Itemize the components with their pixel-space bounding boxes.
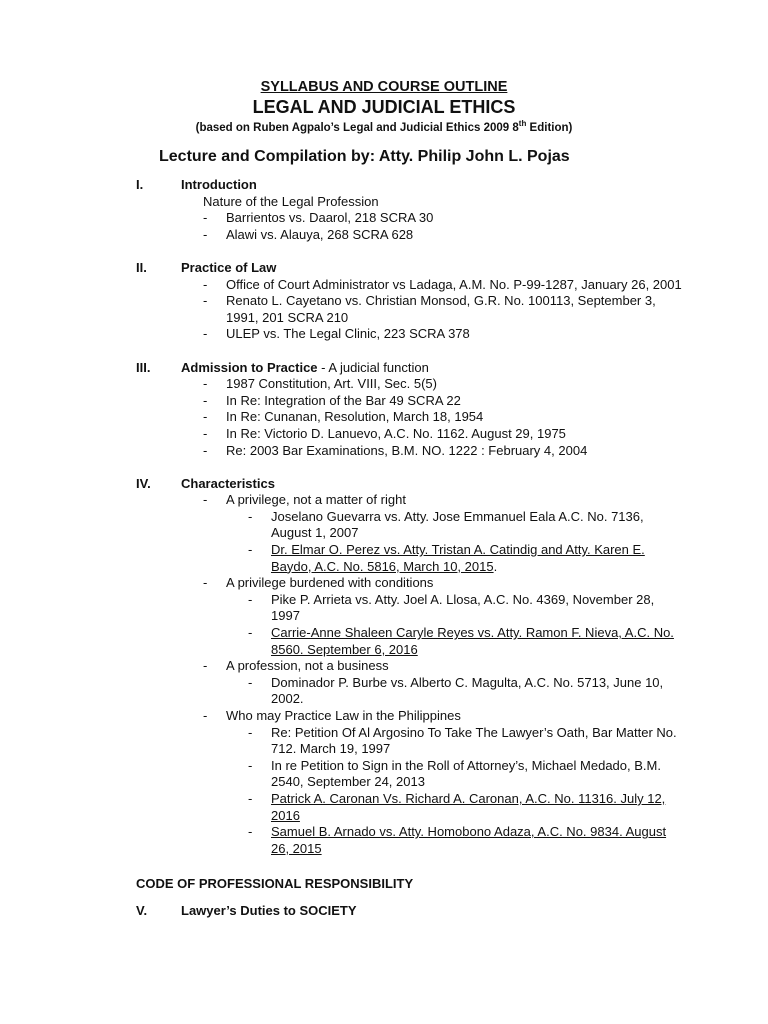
section-practice-of-law — [0, 260, 768, 343]
case-item: - Re: Petition Of Al Argosino To Take The Lawyer’s Oath, Bar Matter No. 712. March 19, 1997 — [248, 724, 677, 757]
section-title: Introduction — [181, 177, 257, 192]
characteristic-item: - A profession, not a business — [203, 658, 389, 674]
dash-bullet: - — [203, 326, 208, 342]
dash-bullet: - — [203, 293, 208, 309]
case-item: - In re Petition to Sign in the Roll of Attorney’s, Michael Medado, B.M. 2540, September 24, 2013 — [248, 757, 661, 790]
case-link[interactable]: Carrie-Anne Shaleen Caryle Reyes vs. Atty. Ramon F. Nieva, A.C. No. 8560. September 6, 2016 — [271, 625, 674, 657]
case-link[interactable]: Samuel B. Arnado vs. Atty. Homobono Adaza, A.C. No. 9834. August 26, 2015 — [271, 824, 667, 856]
dash-bullet: - — [248, 674, 253, 690]
list-item: - ULEP vs. The Legal Clinic, 223 SCRA 378 — [203, 326, 470, 342]
dash-bullet: - — [203, 425, 208, 441]
case-item — [0, 625, 686, 658]
case-link[interactable]: Dr. Elmar O. Perez vs. Atty. Tristan A. Catindig and Atty. Karen E. Baydo, A.C. No. 5816, March 10, 2015 — [271, 542, 645, 574]
section-number: V. — [136, 903, 148, 918]
section-admission-to-practice — [0, 360, 768, 460]
list-item: - Re: 2003 Bar Examinations, B.M. NO. 1222 : February 4, 2004 — [203, 442, 588, 458]
section-title: Admission to Practice - A judicial function — [181, 359, 429, 375]
case-item — [0, 824, 686, 857]
section-introduction — [0, 177, 768, 243]
dash-bullet: - — [203, 392, 208, 408]
dash-bullet: - — [203, 575, 208, 591]
case-item: - Pike P. Arrieta vs. Atty. Joel A. Llosa, A.C. No. 4369, November 28, 1997 — [248, 591, 655, 624]
dash-bullet: - — [203, 708, 208, 723]
cpr-heading: CODE OF PROFESSIONAL RESPONSIBILITY — [136, 876, 414, 891]
case-item — [0, 791, 686, 824]
syllabus-title: SYLLABUS AND COURSE OUTLINE — [260, 79, 508, 95]
dash-bullet: - — [248, 542, 253, 558]
list-item: - In Re: Integration of the Bar 49 SCRA 22 — [203, 392, 461, 408]
case-item: - Dominador P. Burbe vs. Alberto C. Magulta, A.C. No. 5713, June 10, 2002. — [248, 674, 664, 707]
section-duties-to-society — [0, 903, 768, 920]
list-item: - In Re: Cunanan, Resolution, March 18, 1954 — [203, 409, 484, 425]
lecturer-line: Lecture and Compilation by: Atty. Philip John L. Pojas — [159, 148, 570, 165]
dash-bullet: - — [203, 226, 208, 242]
section-title: Lawyer’s Duties to SOCIETY — [181, 903, 357, 918]
source-note: (based on Ruben Agpalo’s Legal and Judicial Ethics 2009 8th Edition) — [195, 119, 573, 134]
section-characteristics — [0, 476, 768, 858]
dash-bullet: - — [248, 591, 253, 607]
section-number: III. — [136, 359, 151, 375]
section-subheading: Nature of the Legal Profession — [203, 193, 379, 209]
dash-bullet: - — [203, 276, 208, 292]
case-link[interactable]: Patrick A. Caronan Vs. Richard A. Caronan, A.C. No. 11316. July 12, 2016 — [271, 790, 666, 823]
list-item: - Office of Court Administrator vs Ladaga, A.M. No. P-99-1287, January 26, 2001 — [203, 276, 682, 292]
list-item: - In Re: Victorio D. Lanuevo, A.C. No. 1162. August 29, 1975 — [203, 425, 566, 441]
section-title: Characteristics — [181, 475, 275, 491]
characteristic-item: - A privilege, not a matter of right — [203, 492, 406, 508]
dash-bullet: - — [248, 757, 253, 773]
section-number: I. — [136, 177, 144, 192]
dash-bullet: - — [203, 210, 208, 226]
section-title: Practice of Law — [181, 259, 277, 275]
dash-bullet: - — [203, 376, 208, 392]
list-item: - Barrientos vs. Daarol, 218 SCRA 30 — [203, 210, 434, 226]
dash-bullet: - — [248, 824, 253, 840]
dash-bullet: - — [203, 658, 208, 674]
dash-bullet: - — [203, 409, 208, 425]
document-header — [0, 78, 768, 135]
dash-bullet: - — [203, 442, 208, 458]
case-item: - Joselano Guevarra vs. Atty. Jose Emmanuel Eala A.C. No. 7136, August 1, 2007 — [248, 508, 644, 541]
section-number: II. — [136, 259, 147, 275]
list-item: - 1987 Constitution, Art. VIII, Sec. 5(5) — [203, 376, 437, 392]
list-item: - Renato L. Cayetano vs. Christian Monsod, G.R. No. 100113, September 3, 1991, 201 SCRA 210 — [203, 293, 656, 325]
characteristic-item: - A privilege burdened with conditions — [203, 575, 434, 591]
section-number: IV. — [136, 475, 151, 491]
dash-bullet: - — [248, 790, 253, 806]
case-item: - Dr. Elmar O. Perez vs. Atty. Tristan A. Catindig and Atty. Karen E. Baydo, A.C. No. 5816, March 10, 2015. — [248, 542, 645, 574]
list-item: - Alawi vs. Alauya, 268 SCRA 628 — [203, 226, 414, 242]
dash-bullet: - — [248, 508, 253, 524]
course-title: LEGAL AND JUDICIAL ETHICS — [252, 97, 516, 117]
characteristic-item: - Who may Practice Law in the Philippines — [203, 708, 461, 723]
section-title-suffix: - A judicial function — [317, 359, 429, 375]
course-outline — [0, 177, 768, 874]
dash-bullet: - — [203, 492, 208, 508]
dash-bullet: - — [248, 724, 253, 740]
dash-bullet: - — [248, 625, 253, 641]
